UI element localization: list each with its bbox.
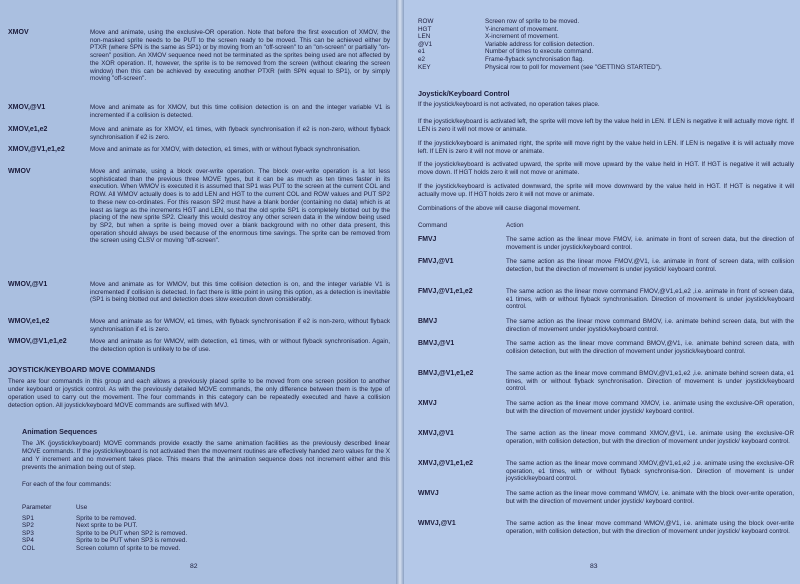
entry-term: WMOV,@V1 [8, 281, 48, 288]
command-wmvj-v1 [418, 520, 794, 535]
command-name: XMVJ,@V1,e1,e2 [418, 460, 473, 467]
list-intro: For each of the four commands: [22, 481, 112, 488]
command-wmvj [418, 490, 794, 505]
command-action: The same action as the linear move FMOV,@V1, i.e. animate in front of screen data, with collision detection, but the direction of movement is under joystick/ keyboard control. [506, 258, 794, 273]
param-use: Screen row of sprite to be moved. [485, 18, 580, 25]
column-header: Action [506, 222, 524, 229]
param-name: @V1 [418, 40, 433, 48]
table-row [22, 530, 390, 538]
param-name: SP1 [22, 514, 34, 522]
control-paragraph: If the joystick/keyboard is animated right, the sprite will move right by the value held in LEN. If LEN is negative it is will actually move left. If LEN is zero it will not move or animate. [418, 140, 794, 155]
column-header: Use [76, 504, 88, 511]
command-name: FMVJ,@V1 [418, 258, 454, 265]
param-use: Sprite to be removed. [76, 514, 137, 522]
param-use: Screen column of sprite to be moved. [76, 544, 181, 552]
entry-description: Move and animate as for WMOV, but this time collision detection is on, and the integer variable V1 is incremented if collision is detected. In fact there is little point in using this option, as a detection is inevitable (SP1 is being blotted out and detection does slow execution down considerably. [90, 281, 390, 304]
entry-description: Move and animate as for XMOV, with detection, e1 times, with or without flyback synchronisation. [90, 146, 361, 153]
command-action: The same action as the linear move command BMOV,@V1,e1,e2 ,i.e. animate behind screen data, e1 times, with or without flyback synchronisation. Direction of movement is under joystick/keyboard control. [506, 370, 794, 393]
entry-xmov-v1 [8, 104, 390, 119]
command-action: The same action as the linear move command BMOV,@V1, i.e. animate behind screen data, with collision detection, but with the direction of movement under joystick/keyboard control. [506, 340, 794, 355]
command-name: WMVJ,@V1 [418, 520, 456, 527]
section-paragraph: There are four commands in this group and each allows a previously placed sprite to be moved from one screen position to another under keyboard or joystick control. As with the previously detailed MOVE commands, the only difference between them is the type of operation used to carry out the movement. The four commands in this category can be repeatedly executed and have a collision detection option. All joystick/keyboard MOVE commands are suffixed with MVJ. [8, 378, 390, 409]
command-name: XMVJ,@V1 [418, 430, 454, 437]
column-header: Parameter [22, 504, 52, 511]
section-heading: JOYSTICK/KEYBOARD MOVE COMMANDS [8, 365, 156, 374]
entry-description: Move and animate as for XMOV, e1 times, with flyback synchronisation if e2 is non-zero, without flyback synchronisation if e2 is zero. [90, 126, 390, 141]
control-paragraph: If the joystick/keyboard is not activated, no operation takes place. [418, 101, 600, 108]
column-header: Command [418, 222, 448, 229]
command-xmvj-v1-e1-e2 [418, 460, 794, 483]
command-fmvj-v1 [418, 258, 794, 273]
param-use: X-increment of movement. [485, 33, 559, 41]
left-page [0, 0, 396, 584]
page-number: 83 [590, 563, 598, 570]
command-action: The same action as the linear move FMOV, i.e. animate in front of screen data, but the direction of movement is under joystick/keyboard control. [506, 236, 794, 251]
section-heading: Joystick/Keyboard Control [418, 89, 510, 98]
param-name: ROW [418, 18, 434, 25]
book-gutter [396, 0, 404, 584]
table-row [418, 18, 794, 26]
command-name: FMVJ [418, 236, 437, 243]
command-bmvj [418, 318, 794, 333]
command-xmvj-v1 [418, 430, 794, 445]
entry-description: Move and animate as for XMOV, but this time collision detection is on and the integer variable V1 is incremented if a collision is detected. [90, 104, 390, 119]
command-action: The same action as the linear move command WMOV,@V1, i.e. animate using the block over-write operation, with collision detection, but with the direction of movement under joystick/ keyboard control. [506, 520, 794, 535]
table-row [22, 545, 390, 553]
command-action: The same action as the linear move command XMOV,@V1, i.e. animate using the exclusive-OR operation, with collision detection, but with the direction of movement under joystick/ keyboard control. [506, 430, 794, 445]
command-action: The same action as the linear move command XMOV,@V1,e1,e2 ,i.e. animate using the exclusive-OR operation, e1 times, with or without flyback synchronisa-tion. Direction of movement is under joystick/keyboard control. [506, 460, 794, 483]
command-name: BMVJ,@V1 [418, 340, 455, 347]
command-fmvj [418, 236, 794, 251]
command-name: XMVJ [418, 400, 437, 407]
param-name: LEN [418, 33, 431, 41]
param-use: Sprite to be PUT when SP3 is removed. [76, 537, 188, 545]
command-name: BMVJ,@V1,e1,e2 [418, 370, 474, 377]
table-row [418, 33, 794, 41]
command-table-header [418, 222, 794, 230]
param-name: KEY [418, 63, 431, 71]
entry-term: WMOV,@V1,e1,e2 [8, 338, 67, 345]
param-name: HGT [418, 25, 432, 33]
table-row [418, 64, 794, 72]
entry-term: XMOV,@V1 [8, 104, 46, 111]
entry-xmov [8, 29, 390, 83]
entry-term: WMOV,e1,e2 [8, 318, 50, 325]
entry-description: Move and animate, using a block over-write operation. The block over-write operation is a lot less sophisticated than the previous three MOVE types, but it can be as much as ten times faster in its execution. When WMOV is executed it is assumed that SP1 was PUT to the screen at the current COL and ROW. All WMOV actually does is to add LEN and HGT to the current COL and ROW values and PUT SP2 to these new co-ordinates. For this reason SP2 must have a blank border (containing no data) which is at least as large as the increments HGT and LEN, so that the old sprite SP1 is completely blotted out by the placing of the new sprite SP2. Clearly this would destroy any other screen data in the window being used by SP2, but when a sprite is being moved over a blank background with no other data present, this operation should always be used because of the enormous time savings. The sprite can be removed from the screen using CLSV or moving "off-screen". [90, 168, 390, 245]
entry-wmov [8, 168, 390, 245]
entry-term: WMOV [8, 168, 31, 175]
command-action: The same action as the linear move command BMOV, i.e. animate behind screen data, but with the direction of movement under joystick/keyboard control. [506, 318, 794, 333]
param-name: SP2 [22, 522, 34, 530]
param-name: COL [22, 544, 35, 552]
command-name: WMVJ [418, 490, 439, 497]
command-xmvj [418, 400, 794, 415]
control-paragraph: If the joystick/keyboard is activated upward, the sprite will move upward by the value held in HGT. If HGT is negative it will actually move down. If HGT holds zero it will not move or animate. [418, 161, 794, 176]
param-name: e2 [418, 55, 426, 63]
entry-wmov-v1-e1-e2 [8, 338, 390, 353]
table-row [418, 56, 794, 64]
entry-term: XMOV [8, 29, 29, 36]
command-action: The same action as the linear move command FMOV,@V1,e1,e2 ,i.e. animate in front of screen data, e1 times, with or without flyback synchronisation. Direction of movement is under joystick/keyboard control. [506, 288, 794, 311]
command-name: FMVJ,@V1,e1,e2 [418, 288, 473, 295]
param-name: e1 [418, 48, 426, 56]
table-row [22, 522, 390, 530]
entry-wmov-e1-e2 [8, 318, 390, 333]
entry-description: Move and animate as for WMOV, with detection, e1 times, with or without flyback synchronisation. Again, the detection option is unlikely to be of use. [90, 338, 390, 353]
table-header [22, 504, 390, 512]
subsection-paragraph: The J/K (joystick/keyboard) MOVE commands provide exactly the same animation facilities as the previously described linear MOVE commands. If the joystick/keyboard is not activated then the movement routines are effectively handed zero values for the X and Y increment and no movement takes place. This means that the animation sequence does not increment either and this prevents the animation being out of step. [22, 440, 390, 471]
param-name: SP3 [22, 529, 34, 537]
command-action: The same action as the linear move command XMOV, i.e. animate using the exclusive-OR operation, but with the direction of movement under joystick/ keyboard control. [506, 400, 794, 415]
parameter-table-continued [418, 18, 794, 71]
parameter-table [22, 504, 390, 553]
control-paragraph: If the joystick/keyboard is activated left, the sprite will move left by the value held in LEN. If LEN is negative it will actually move right. If LEN is zero it will not move or animate. [418, 118, 794, 133]
entry-term: XMOV,@V1,e1,e2 [8, 146, 65, 153]
command-bmvj-v1 [418, 340, 794, 355]
entry-description: Move and animate, using the exclusive-OR operation. Note that before the first execution of XMOV, the non-masked sprite needs to be PUT to the screen ready to be moved. This can be achieved either by PTXR (where SPN is the same as SP1) or by moving from an "off-screen" to an "on-screen" or partially "on-screen" position. An XMOV sequence need not be terminated as the sprites being used are not affected by the XOR operation. If, however, the sprite is to be removed from the screen (without clearing the screen window) then this can be achieved by executing another PTXR (with SPN equal to SP1), or by simply moving "off-screen". [90, 29, 390, 83]
param-name: SP4 [22, 537, 34, 545]
subsection-heading: Animation Sequences [22, 427, 98, 436]
table-row [418, 41, 794, 49]
right-page [404, 0, 800, 584]
entry-description: Move and animate as for WMOV, e1 times, with flyback synchronisation if e2 is non-zero, without flyback synchronisation if e1 is zero. [90, 318, 390, 333]
param-use: Sprite to be PUT when SP2 is removed. [76, 529, 188, 537]
entry-term: XMOV,e1,e2 [8, 126, 48, 133]
command-name: BMVJ [418, 318, 438, 325]
entry-xmov-v1-e1-e2 [8, 146, 390, 154]
command-action: The same action as the linear move command WMOV, i.e. animate with the block over-write operation, but with the direction of movement under joystick/ keyboard control. [506, 490, 794, 505]
entry-xmov-e1-e2 [8, 126, 390, 141]
control-paragraph: If the joystick/keyboard is activated downward, the sprite will move downward by the value held in HGT. If HGT is negative it will actually move up. If HGT holds zero it will not move or animate. [418, 183, 794, 198]
table-row [22, 537, 390, 545]
param-use: Number of times to execute command. [485, 48, 594, 56]
param-use: Physical row to poll for movement (see "GETTING STARTED"). [485, 63, 662, 71]
table-row [22, 515, 390, 523]
table-row [418, 48, 794, 56]
control-paragraph: Combinations of the above will cause diagonal movement. [418, 205, 581, 212]
param-use: Variable address for collision detection. [485, 40, 595, 48]
command-bmvj-v1-e1-e2 [418, 370, 794, 393]
param-use: Next sprite to be PUT. [76, 522, 138, 530]
param-use: Frame-flyback synchronisation flag. [485, 55, 585, 63]
page-number: 82 [190, 563, 198, 570]
table-row [418, 26, 794, 34]
command-fmvj-v1-e1-e2 [418, 288, 794, 311]
entry-wmov-v1 [8, 281, 390, 304]
param-use: Y-increment of movement. [485, 25, 559, 33]
